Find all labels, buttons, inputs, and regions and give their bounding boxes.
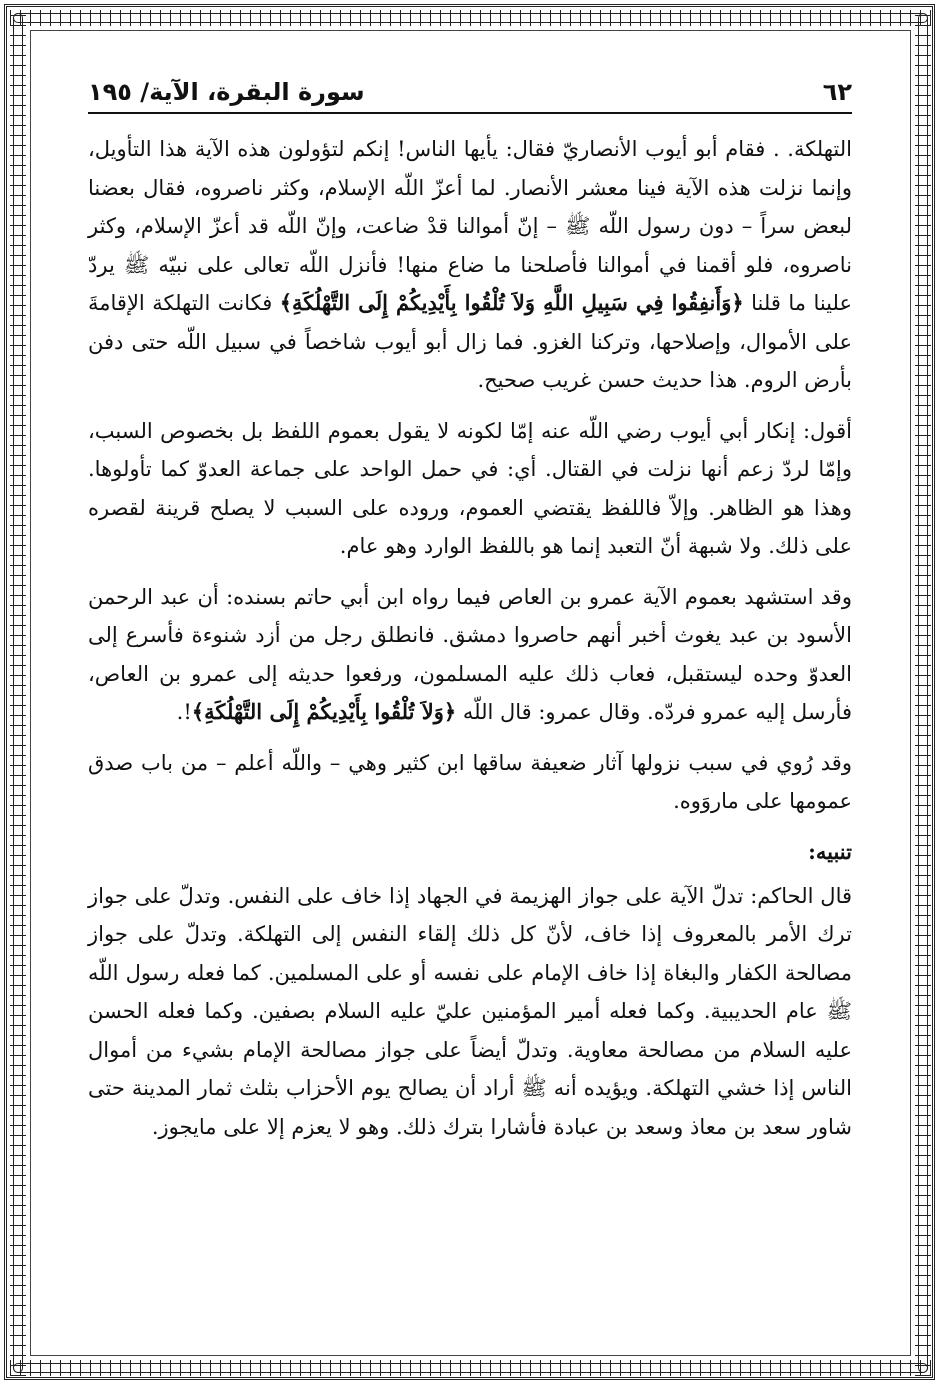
running-header [88,66,852,106]
header-rule [88,112,852,114]
running-title: سورة البقرة، الآية/ ١٩٥ [88,78,365,106]
page-number: ٦٢ [822,78,852,106]
decorative-border-left [10,10,26,1376]
paragraph-amr-ibn-al-as [88,578,852,732]
decorative-border-top [10,10,931,26]
paragraph-commentary [88,412,852,566]
text-segment: التهلكة. . فقام أبو أيوب الأنصاريّ فقال: يأيها الناس! إنكم لتؤولون هذه الآية هذا التأويل، وإنما نزلت هذه الآية فينا معشر الأنصار. لما أعزّ اللّه الإسلام، وكثر ناصروه، فقال بعضنا لبعض سراً – دون رسول اللّه ﷺ – إنّ أموالنا قدْ ضاعت، وإنّ اللّه قد أعزّ الإسلام، وكثر ناصروه، فلو أقمنا في أموالنا فأصلحنا ما ضاع منها! فأنزل اللّه تعالى على نبيّه ﷺ يردّ علينا ما قلنا [88,137,852,315]
paragraph-weak-reports [88,744,852,821]
decorative-border-bottom [10,1360,931,1376]
page-content [88,66,852,1146]
text-segment: أقول: إنكار أبي أيوب رضي اللّه عنه إمّا لكونه لا يقول بعموم اللفظ بل بخصوص السبب، وإمّا لردّ زعم أنها نزلت في القتال. أي: في حمل الواحد على جماعة العدوّ كما تأولوها. وهذا هو الظاهر. وإلاّ فاللفظ يقتضي العموم، وروده على السبب لا يصلح قرينة لقصره على ذلك. ولا شبهة أنّ التعبد إنما هو باللفظ الوارد وهو عام. [88,418,852,558]
decorative-border-right [915,10,931,1376]
text-segment: !. [176,700,192,724]
quran-verse: ﴿وَلاَ تُلْقُوا بِأَيْدِيكُمْ إِلَى التَّهْلُكَةِ﴾ [191,699,457,724]
text-segment: فكانت التهلكة الإقامةَ على الأموال، وإصلاحها، وتركنا الغزو. فما زال أبو أيوب شاخصاً في سبيل اللّه حتى دفن بأرض الروم. هذا حديث حسن غريب صحيح. [88,291,852,392]
note-heading: تنبيه: [808,838,852,864]
paragraph-note: قال الحاكم: تدلّ الآية على جواز الهزيمة في الجهاد إذا خاف على النفس. وتدلّ على جواز ترك الأمر بالمعروف إذا خاف، لأنّ كل ذلك إلقاء النفس إلى التهلكة. وتدلّ على جواز مصالحة الكفار والبغاة إذا خاف الإمام على نفسه أو على المسلمين. كما فعله رسول اللّه ﷺ عام الحديبية. وكما فعله أمير المؤمنين عليّ عليه السلام بصفين. وكما فعله الحسن عليه السلام من مصالحة معاوية. وتدلّ أيضاً على جواز مصالحة الإمام بشيء من أموال الناس إذا خشي التهلكة. ويؤيده أنه ﷺ أراد أن يصالح يوم الأحزاب بثلث ثمار المدينة حتى شاور سعد بن معاذ وسعد بن عبادة فأشارا بترك ذلك. وهو لا يعزم إلا على مايجوز. [88,883,853,1139]
text-segment: وقد استشهد بعموم الآية عمرو بن العاص فيما رواه ابن أبي حاتم بسنده: أن عبد الرحمن الأسود بن عبد يغوث أخبر أنهم حاصروا دمشق. فانطلق رجل من أزد شنوءة فأسرع إلى العدوّ وحده ليستقبل، فعاب ذلك عليه المسلمون، ورفعوا حديثه إلى عمرو بن العاص، فأرسل إليه عمرو فردّه. وقال عمرو: قال اللّه [88,584,852,724]
quran-verse: ﴿وَأَنفِقُوا فِي سَبِيلِ اللَّهِ وَلاَ تُلْقُوا بِأَيْدِيكُمْ إِلَى التَّهْلُكَةِ﴾ [279,290,744,315]
paragraph-hadith [88,130,852,400]
text-segment: وقد رُوي في سبب نزولها آثار ضعيفة ساقها ابن كثير وهي – واللّه أعلم – من باب صدق عمومها على ماروَوه. [88,750,852,813]
